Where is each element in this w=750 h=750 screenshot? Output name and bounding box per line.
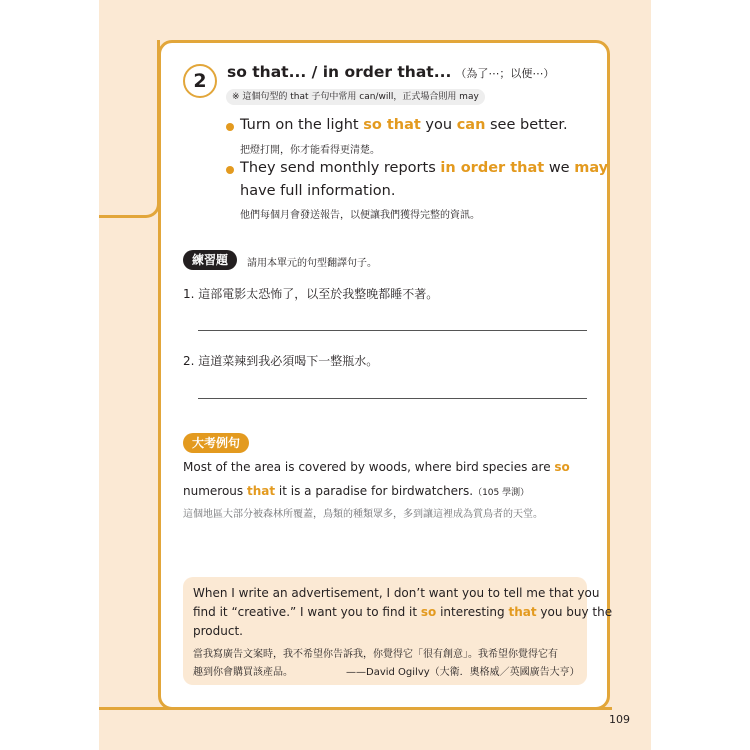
bullet-icon: [226, 123, 234, 131]
example-translation-1: 把燈打開，你才能看得更清楚。: [240, 145, 380, 156]
example-sentence-2: They send monthly reports in order that we may: [240, 160, 609, 176]
exam-tag: 大考例句: [183, 433, 249, 453]
section-title-text: so that... / in order that...: [227, 63, 452, 81]
section-title: [227, 63, 554, 81]
exercise-question-1: 1. 這部電影太恐怖了，以至於我整晚都睡不著。: [183, 287, 439, 301]
exercise-tag: 練習題: [183, 250, 237, 270]
bottom-divider: [99, 707, 612, 710]
exercise-question-2: 2. 這道菜辣到我必須喝下一整瓶水。: [183, 354, 379, 368]
section-number: 2: [183, 64, 217, 98]
exam-source: （105 學測）: [473, 488, 530, 498]
answer-line-2[interactable]: [198, 398, 587, 399]
quote-line-1: When I write an advertisement, I don’t want you to tell me that you: [193, 586, 600, 600]
usage-note: ※ 這個句型的 that 子句中常用 can/will，正式場合則用 may: [226, 89, 485, 105]
quote-line-2: find it “creative.” I want you to find it so interesting that you buy the: [193, 605, 613, 619]
quote-author: ——David Ogilvy（大衛．奧格威／英國廣告大亨）: [346, 667, 580, 678]
example-sentence-1: Turn on the light so that you can see better.: [240, 117, 568, 133]
exam-sentence-line-1: Most of the area is covered by woods, where bird species are so: [183, 460, 570, 474]
example-sentence-2-cont: have full information.: [240, 183, 396, 199]
bullet-icon: [226, 166, 234, 174]
answer-line-1[interactable]: [198, 330, 587, 331]
page-number: 109: [609, 713, 630, 726]
decorative-frame: [99, 40, 160, 218]
exercise-instruction: 請用本單元的句型翻譯句子。: [247, 258, 377, 269]
section-title-gloss: （為了⋯；以便⋯）: [455, 67, 555, 80]
example-translation-2: 他們每個月會發送報告，以便讓我們獲得完整的資訊。: [240, 210, 480, 221]
quote-translation-1: 當我寫廣告文案時，我不希望你告訴我，你覺得它「很有創意」。我希望你覺得它有: [193, 649, 558, 660]
quote-translation-2: 趣到你會購買該產品。: [193, 667, 293, 678]
exam-translation: 這個地區大部分被森林所覆蓋，鳥類的種類眾多，多到讓這裡成為賞鳥者的天堂。: [183, 509, 543, 520]
exam-sentence-line-2: numerous that it is a paradise for birdwatchers.（105 學測）: [183, 484, 530, 498]
quote-line-3: product.: [193, 624, 243, 638]
